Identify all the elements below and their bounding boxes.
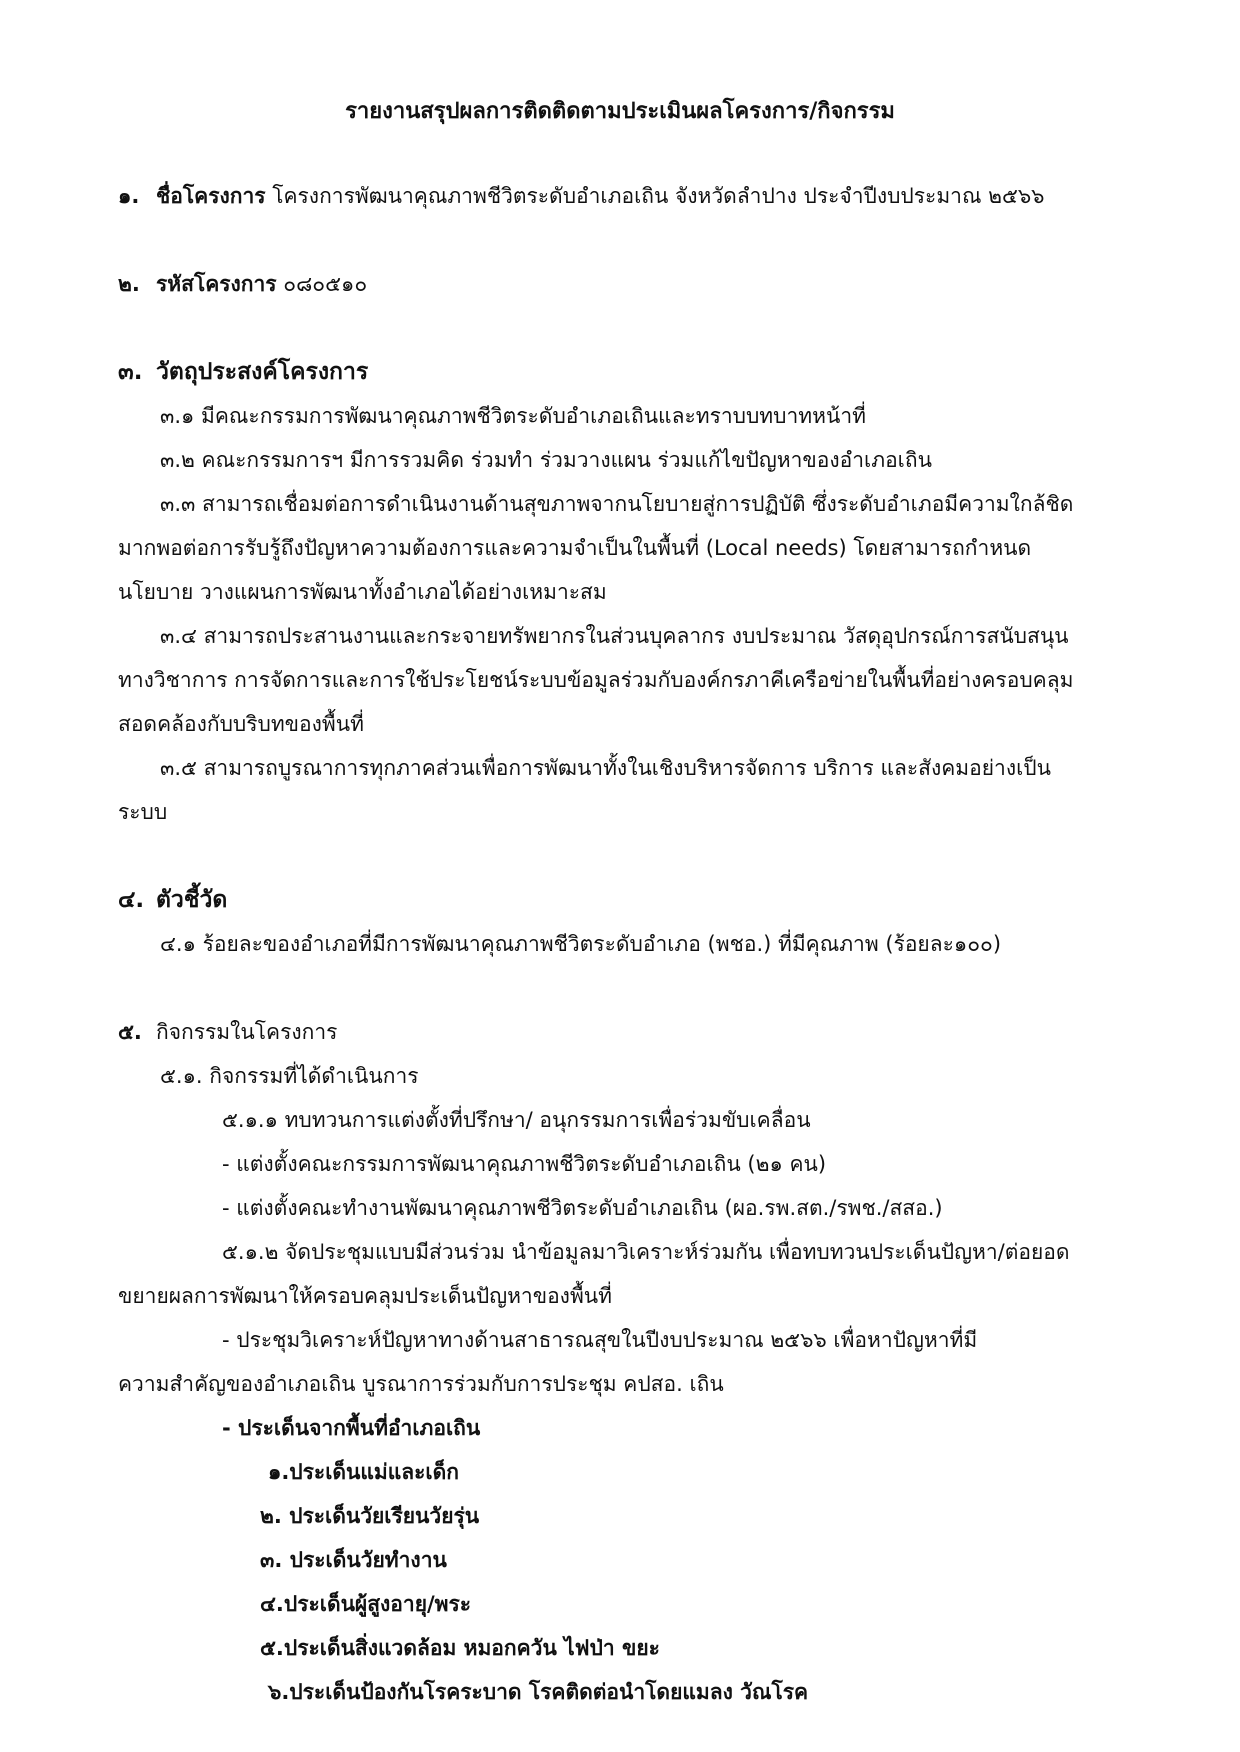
section-3-number: ๓. — [118, 359, 143, 385]
section-2-value: ๐๘๐๕๑๐ — [283, 272, 368, 296]
activity-5-1-2-cont: ขยายผลการพัฒนาให้ครอบคลุมประเด็นปัญหาของพื้นที่ — [118, 1284, 612, 1308]
activity-5-1-2: ๕.๑.๒ จัดประชุมแบบมีส่วนร่วม นำข้อมูลมาวิเคราะห์ร่วมกัน เพื่อทบทวนประเด็นปัญหา/ต่อยอด — [222, 1240, 1070, 1264]
section-4-title: ตัวชี้วัด — [156, 887, 228, 913]
activity-5-1-2-item-1: - ประชุมวิเคราะห์ปัญหาทางด้านสาธารณสุขในปีงบประมาณ ๒๕๖๖ เพื่อหาปัญหาที่มี — [222, 1328, 978, 1352]
section-4-number: ๔. — [118, 887, 145, 913]
activity-5-1-2-item-1-cont: ความสำคัญของอำเภอเถิน บูรณาการร่วมกับการประชุม คปสอ. เถิน — [118, 1372, 724, 1396]
section-2 — [118, 270, 367, 298]
objective-3-3-cont-2: นโยบาย วางแผนการพัฒนาทั้งอำเภอได้อย่างเหมาะสม — [118, 580, 607, 604]
issues-heading: - ประเด็นจากพื้นที่อำเภอเถิน — [222, 1416, 481, 1440]
section-5-number: ๕. — [118, 1020, 142, 1044]
issue-item: ๒. ประเด็นวัยเรียนวัยรุ่น — [260, 1504, 480, 1528]
issue-item: ๖.ประเด็นป้องกันโรคระบาด โรคติดต่อนำโดยแมลง วัณโรค — [268, 1680, 809, 1704]
section-4-heading — [118, 886, 227, 914]
issue-item: ๓. ประเด็นวัยทำงาน — [260, 1548, 447, 1572]
issue-item: ๕.ประเด็นสิ่งแวดล้อม หมอกควัน ไฟป่า ขยะ — [260, 1636, 660, 1660]
activity-5-1: ๕.๑. กิจกรรมที่ได้ดำเนินการ — [160, 1064, 419, 1088]
section-3-heading — [118, 358, 368, 386]
activity-5-1-1-item-2: - แต่งตั้งคณะทำงานพัฒนาคุณภาพชีวิตระดับอำเภอเถิน (ผอ.รพ.สต./รพช./สสอ.) — [222, 1196, 943, 1220]
objective-3-4: ๓.๔ สามารถประสานงานและกระจายทรัพยากรในส่วนบุคลากร งบประมาณ วัสดุอุปกรณ์การสนับสนุน — [160, 624, 1069, 648]
objective-3-3: ๓.๓ สามารถเชื่อมต่อการดำเนินงานด้านสุขภาพจากนโยบายสู่การปฏิบัติ ซึ่งระดับอำเภอมีความใกล้ชิด — [160, 492, 1074, 516]
activity-5-1-1-item-1: - แต่งตั้งคณะกรรมการพัฒนาคุณภาพชีวิตระดับอำเภอเถิน (๒๑ คน) — [222, 1152, 827, 1176]
section-5-title: กิจกรรมในโครงการ — [156, 1020, 338, 1044]
objective-3-4-cont-1: ทางวิชาการ การจัดการและการใช้ประโยชน์ระบบข้อมูลร่วมกับองค์กรภาคีเครือข่ายในพื้นที่อย่างครอบคลุม — [118, 668, 1074, 692]
section-2-number: ๒. — [118, 272, 140, 296]
section-3-title: วัตถุประสงค์โครงการ — [156, 359, 369, 385]
section-1-value: โครงการพัฒนาคุณภาพชีวิตระดับอำเภอเถิน จังหวัดลำปาง ประจำปีงบประมาณ ๒๕๖๖ — [272, 184, 1045, 208]
page-title: รายงานสรุปผลการติดติดตามประเมินผลโครงการ/กิจกรรม — [345, 99, 895, 124]
section-1-label: ชื่อโครงการ — [156, 184, 266, 208]
indicator-4-1: ๔.๑ ร้อยละของอำเภอที่มีการพัฒนาคุณภาพชีวิตระดับอำเภอ (พชอ.) ที่มีคุณภาพ (ร้อยละ๑๐๐) — [160, 932, 1002, 956]
section-5-heading — [118, 1018, 337, 1046]
objective-3-2: ๓.๒ คณะกรรมการฯ มีการรวมคิด ร่วมทำ ร่วมวางแผน ร่วมแก้ไขปัญหาของอำเภอเถิน — [160, 448, 932, 472]
objective-3-5: ๓.๕ สามารถบูรณาการทุกภาคส่วนเพื่อการพัฒนาทั้งในเชิงบริหารจัดการ บริการ และสังคมอย่างเป็น — [160, 756, 1051, 780]
objective-3-3-cont-1: มากพอต่อการรับรู้ถึงปัญหาความต้องการและความจำเป็นในพื้นที่ (Local needs) โดยสามารถกำหนด — [118, 536, 1032, 560]
section-1 — [118, 182, 1045, 210]
section-1-number: ๑. — [118, 184, 140, 208]
objective-3-5-cont: ระบบ — [118, 800, 168, 824]
issue-item: ๔.ประเด็นผู้สูงอายุ/พระ — [260, 1592, 472, 1616]
activity-5-1-1: ๕.๑.๑ ทบทวนการแต่งตั้งที่ปรึกษา/ อนุกรรมการเพื่อร่วมขับเคลื่อน — [222, 1108, 811, 1132]
section-2-label: รหัสโครงการ — [156, 272, 277, 296]
objective-3-4-cont-2: สอดคล้องกับบริบทของพื้นที่ — [118, 712, 364, 736]
issue-item: ๑.ประเด็นแม่และเด็ก — [268, 1460, 459, 1484]
objective-3-1: ๓.๑ มีคณะกรรมการพัฒนาคุณภาพชีวิตระดับอำเภอเถินและทราบบทบาทหน้าที่ — [160, 404, 866, 428]
